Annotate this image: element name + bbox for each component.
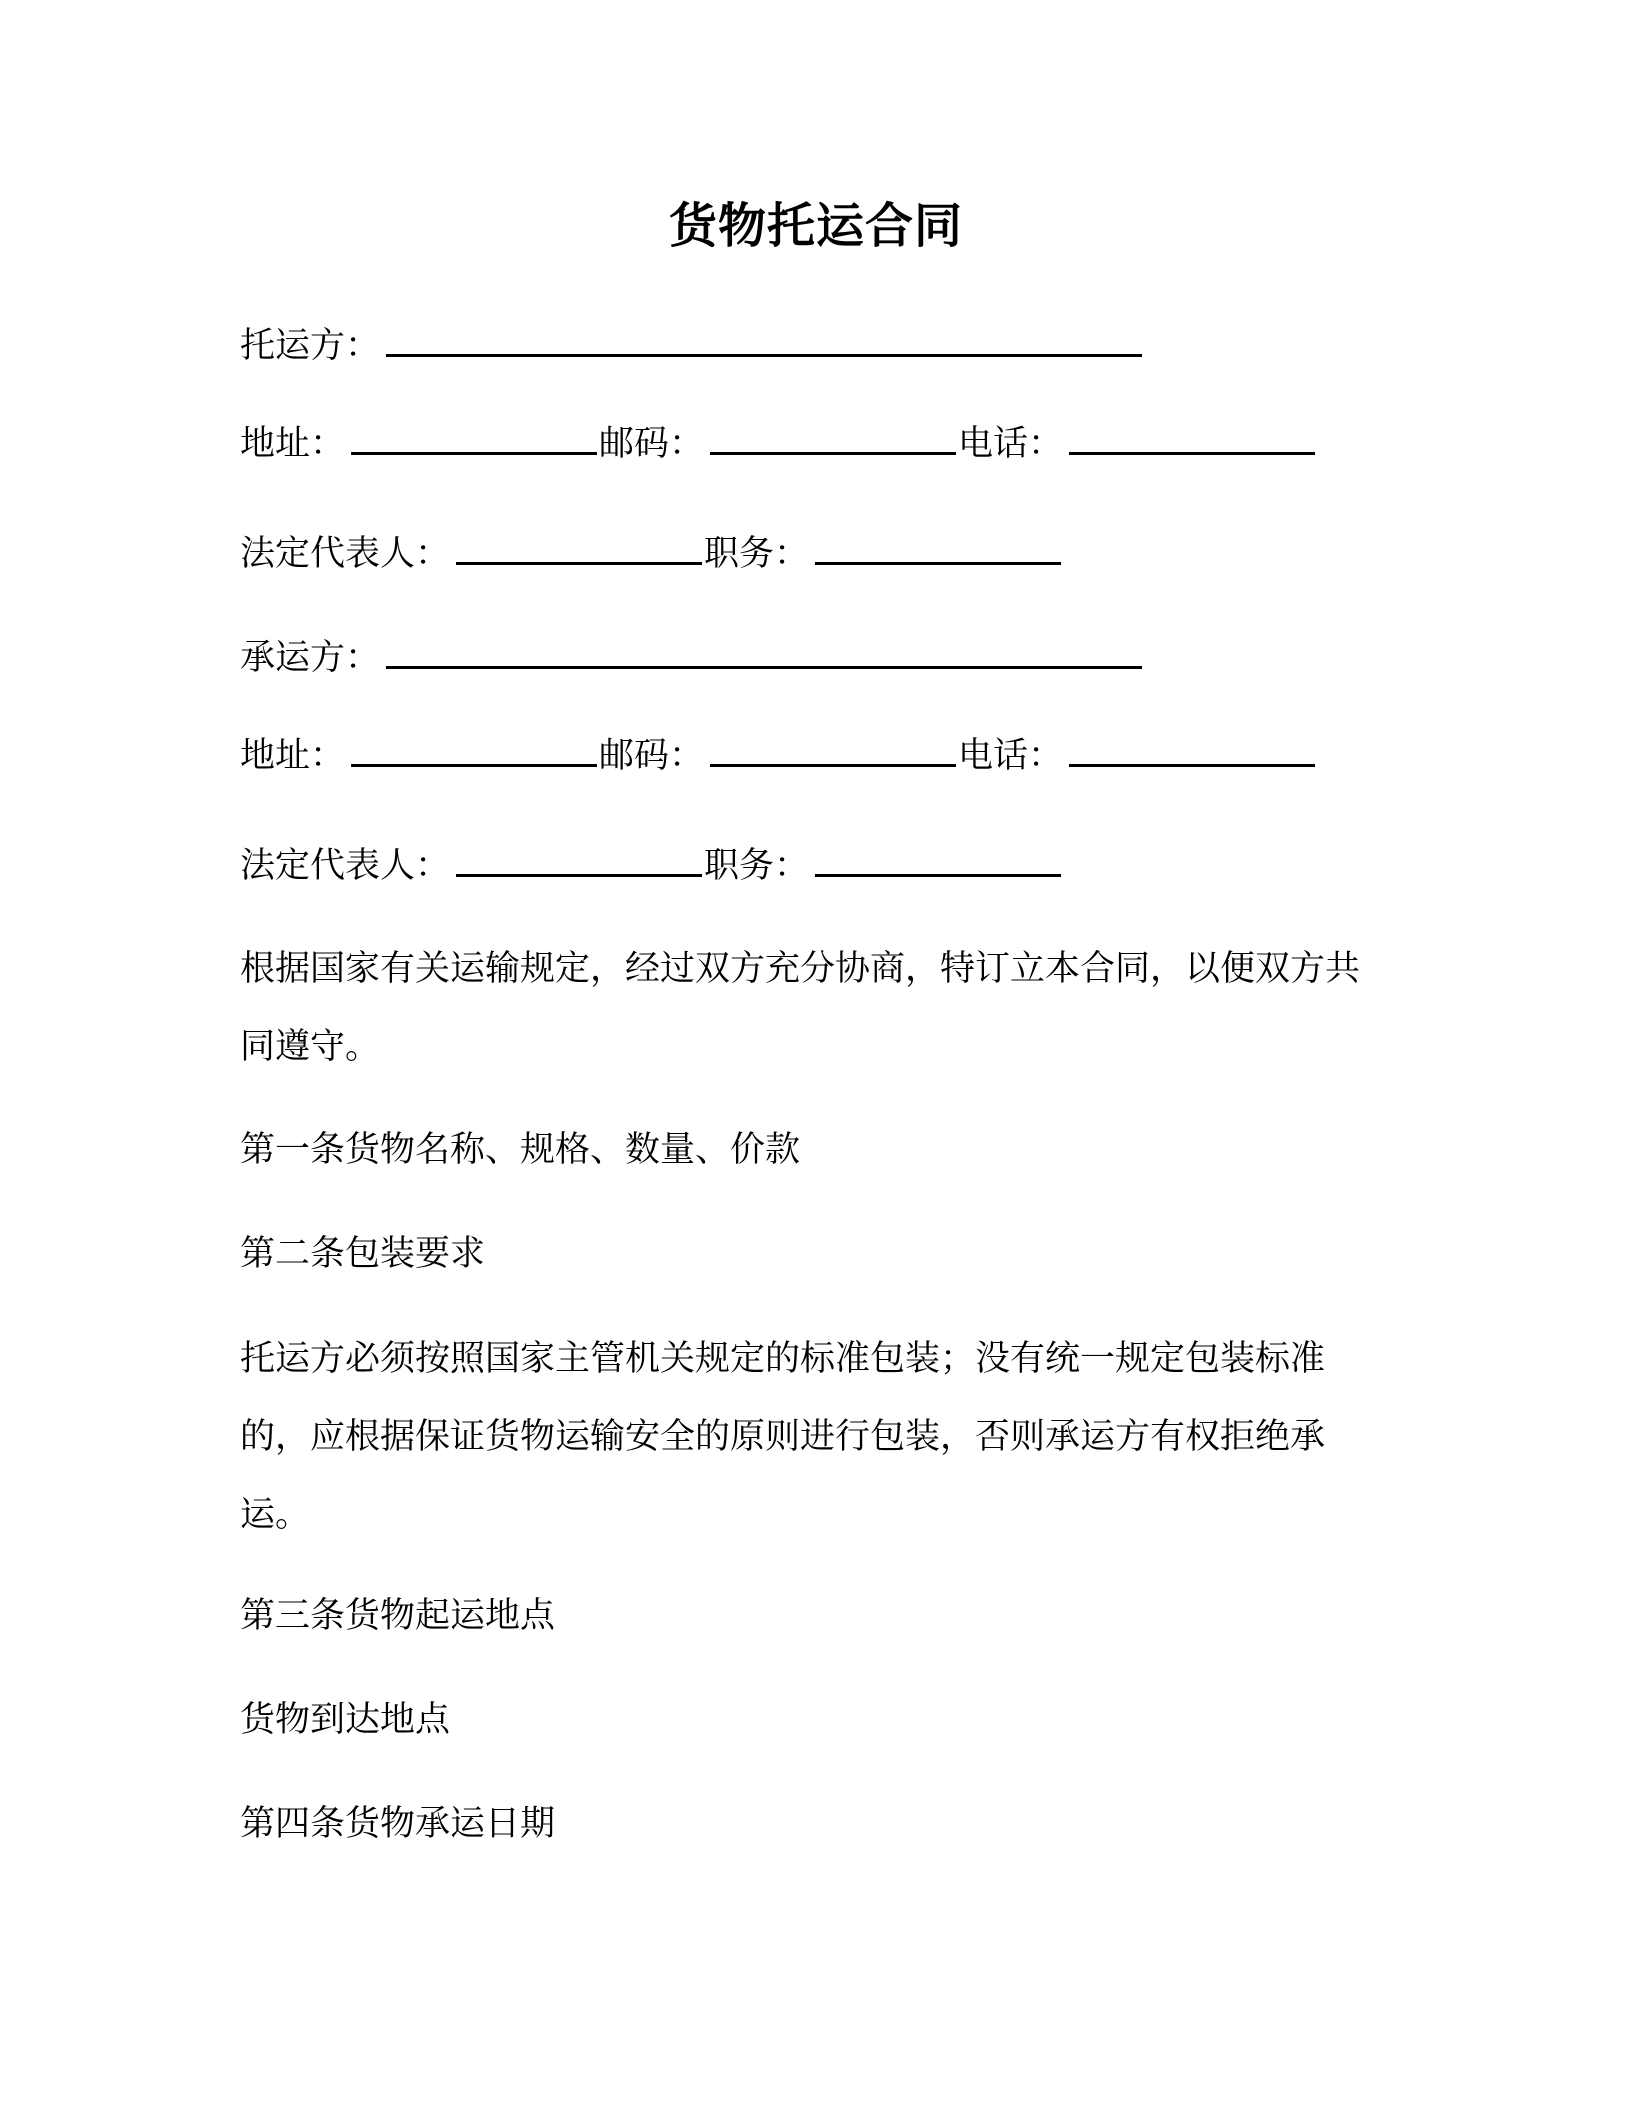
shipper-legal-rep-label: 法定代表人： (240, 534, 451, 574)
shipper-legal-rep-blank (456, 532, 702, 565)
carrier-address-blank (351, 734, 597, 767)
shipper-phone-label: 电话： (958, 424, 1064, 464)
carrier-party-blank (386, 636, 1142, 669)
shipper-phone-blank (1069, 422, 1315, 455)
shipper-address-blank (351, 422, 597, 455)
carrier-position-label: 职务： (704, 846, 810, 886)
shipper-position-blank (815, 532, 1061, 565)
article3-destination: 货物到达地点 (240, 1700, 451, 1740)
article2-body: 托运方必须按照国家主管机关规定的标准包装；没有统一规定包装标准的，应根据保证货物运输安全的原则进行包装，否则承运方有权拒绝承运。 (240, 1339, 1326, 1535)
shipper-postcode-label: 邮码： (599, 424, 705, 464)
article4-heading: 第四条货物承运日期 (240, 1804, 556, 1844)
shipper-party-label: 托运方： (240, 326, 381, 366)
contract-title: 货物托运合同 (668, 198, 963, 254)
carrier-phone-label: 电话： (958, 736, 1064, 776)
shipper-party-blank (386, 324, 1142, 357)
shipper-rep-line (240, 530, 1063, 578)
shipper-postcode-blank (710, 422, 956, 455)
carrier-phone-blank (1069, 734, 1315, 767)
carrier-rep-line (240, 842, 1063, 890)
shipper-party-line (240, 322, 1144, 370)
carrier-legal-rep-label: 法定代表人： (240, 846, 451, 886)
article1-heading: 第一条货物名称、规格、数量、价款 (240, 1130, 801, 1170)
article3-heading: 第三条货物起运地点 (240, 1596, 556, 1636)
shipper-contact-line (240, 420, 1317, 468)
carrier-postcode-blank (710, 734, 956, 767)
shipper-address-label: 地址： (240, 424, 346, 464)
carrier-party-label: 承运方： (240, 638, 381, 678)
article2-heading: 第二条包装要求 (240, 1234, 486, 1274)
carrier-legal-rep-blank (456, 844, 702, 877)
carrier-address-label: 地址： (240, 736, 346, 776)
carrier-contact-line (240, 732, 1317, 780)
shipper-position-label: 职务： (704, 534, 810, 574)
preamble-paragraph: 根据国家有关运输规定，经过双方充分协商，特订立本合同，以便双方共同遵守。 (240, 949, 1361, 1067)
carrier-party-line (240, 634, 1144, 682)
carrier-position-blank (815, 844, 1061, 877)
carrier-postcode-label: 邮码： (599, 736, 705, 776)
